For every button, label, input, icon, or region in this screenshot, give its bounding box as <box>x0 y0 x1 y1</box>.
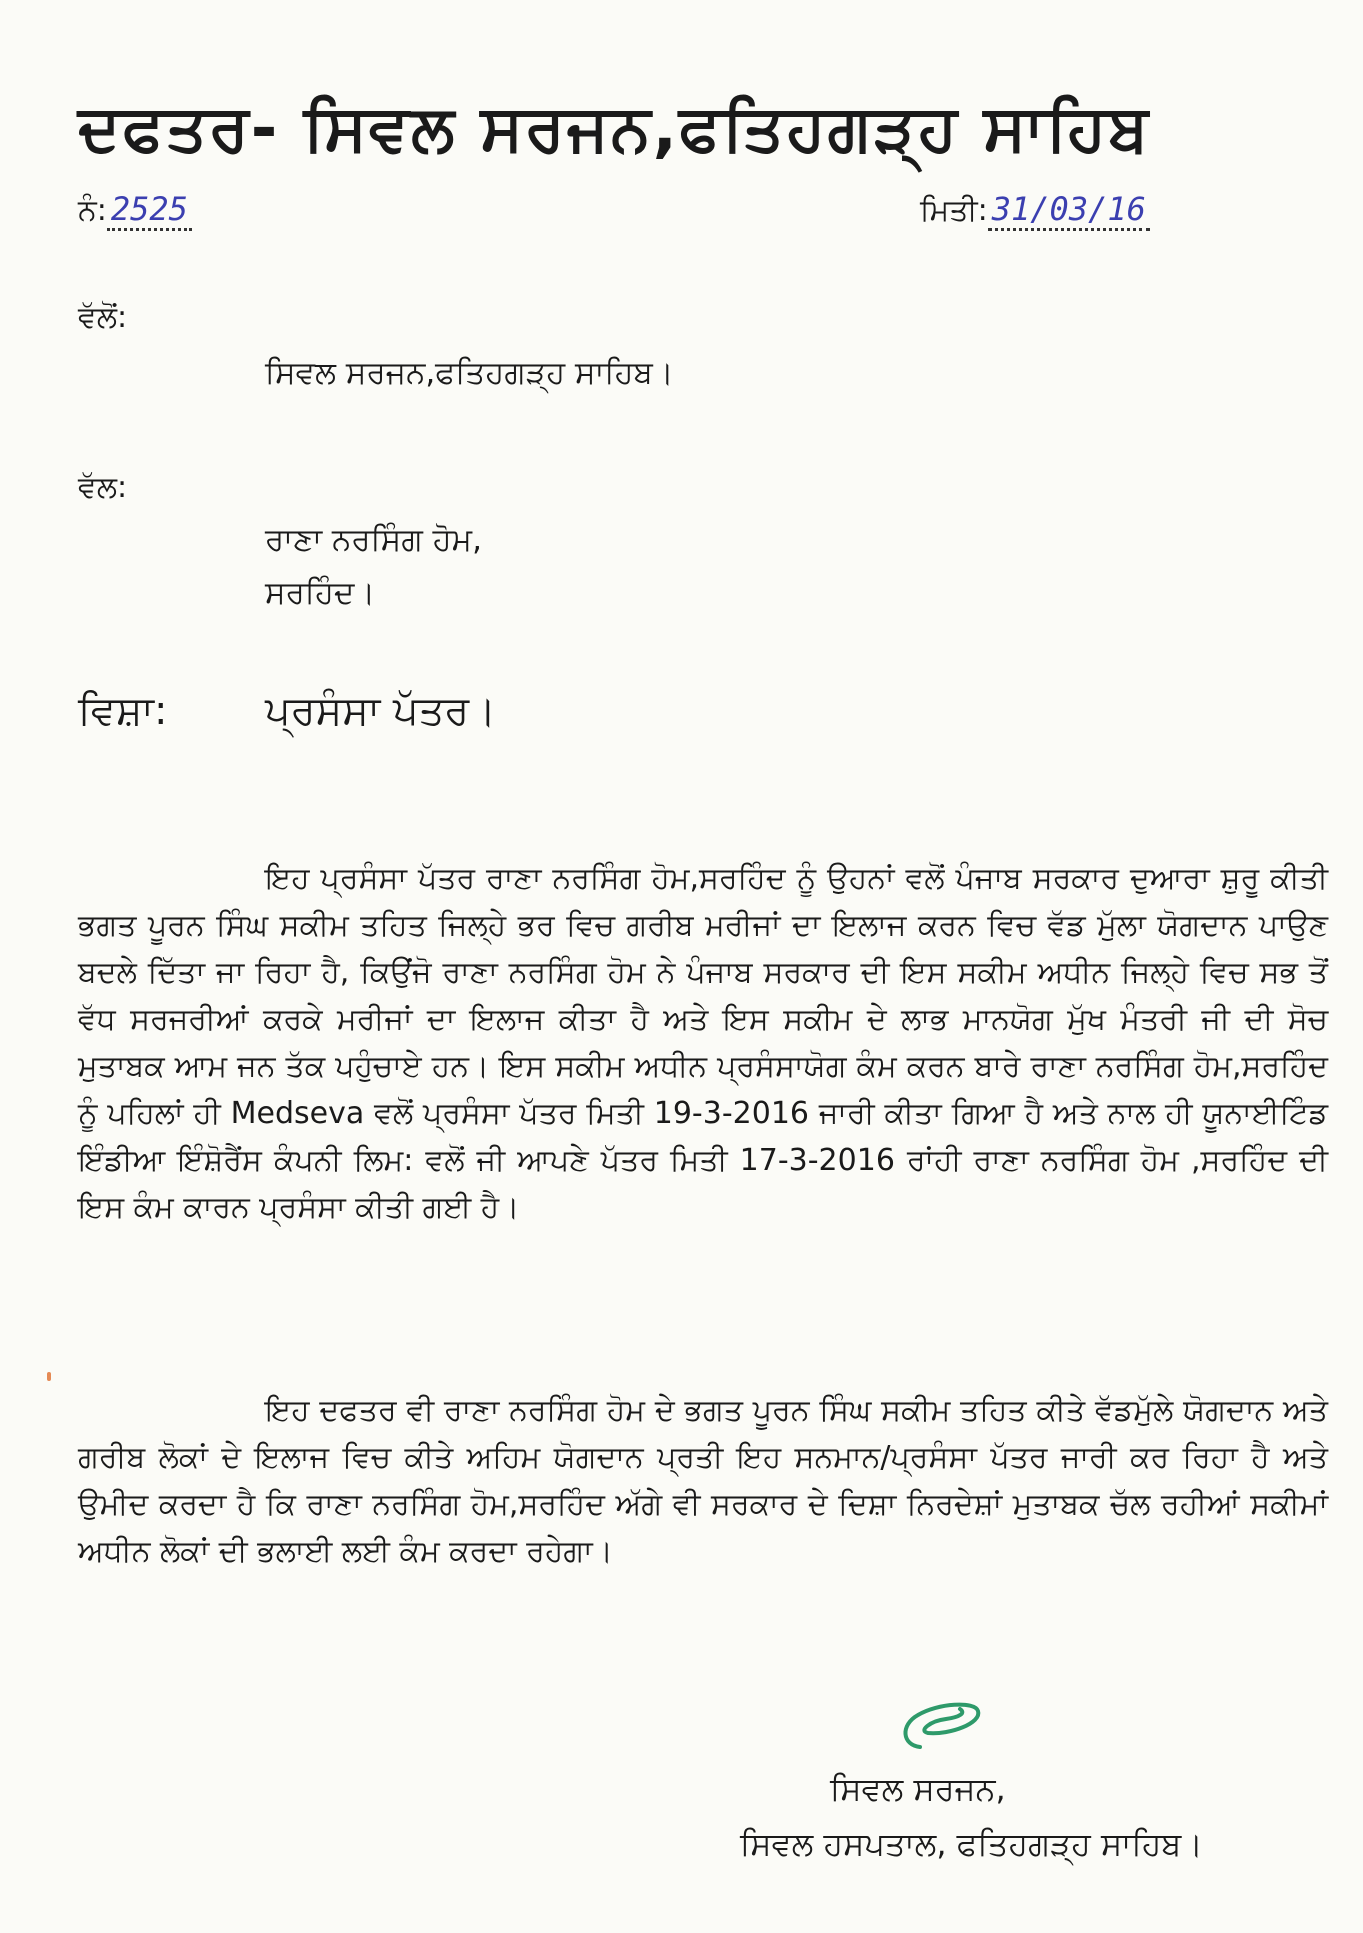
body-paragraph-2: ਇਹ ਦਫਤਰ ਵੀ ਰਾਣਾ ਨਰਸਿੰਗ ਹੋਮ ਦੇ ਭਗਤ ਪੂਰਨ ਸਿੰਘ ਸਕੀਮ ਤਹਿਤ ਕੀਤੇ ਵੱਡਮੁੱਲੇ ਯੋਗਦਾਨ ਅਤੇ ਗਰੀਬ ਲੋਕਾਂ ਦੇ ਇਲਾਜ ਵਿਚ ਕੀਤੇ ਅਹਿਮ ਯੋਗਦਾਨ ਪ੍ਰਤੀ ਇਹ ਸਨਮਾਨ/ਪ੍ਰਸੰਸਾ ਪੱਤਰ ਜਾਰੀ ਕਰ ਰਿਹਾ ਹੈ ਅਤੇ ਉਮੀਦ ਕਰਦਾ ਹੈ ਕਿ ਰਾਣਾ ਨਰਸਿੰਗ ਹੋਮ,ਸਰਹਿੰਦ ਅੱਗੇ ਵੀ ਸਰਕਾਰ ਦੇ ਦਿਸ਼ਾ ਨਿਰਦੇਸ਼ਾਂ ਮੁਤਾਬਕ ਚੱਲ ਰਹੀਆਂ ਸਕੀਮਾਂ ਅਧੀਨ ਲੋਕਾਂ ਦੀ ਭਲਾਈ ਲਈ ਕੰਮ ਕਰਦਾ ਰਹੇਗਾ। <box>78 1393 1328 1569</box>
number-label: ਨੰ: <box>78 193 107 228</box>
signatory-title: ਸਿਵਲ ਸਰਜਨ, <box>830 1770 1006 1808</box>
from-address: ਸਿਵਲ ਸਰਜਨ,ਫਤਿਹਗੜ੍ਹ ਸਾਹਿਬ। <box>265 355 674 391</box>
to-address-line1: ਰਾਣਾ ਨਰਸਿੰਗ ਹੋਮ, <box>265 522 482 558</box>
reference-date <box>920 190 1150 228</box>
subject-value: ਪ੍ਰਸੰਸਾ ਪੱਤਰ। <box>265 688 497 734</box>
ink-speck <box>47 1372 51 1381</box>
signature-mark <box>890 1695 990 1755</box>
subject-label: ਵਿਸ਼ਾ: <box>78 688 168 734</box>
from-label: ਵੱਲੋਂ: <box>78 300 128 335</box>
date-value: 31/03/16 <box>988 190 1150 231</box>
date-label: ਮਿਤੀ: <box>920 193 988 228</box>
letterhead-title: ਦਫਤਰ- ਸਿਵਲ ਸਰਜਨ,ਫਤਿਹਗੜ੍ਹ ਸਾਹਿਬ <box>78 92 1151 166</box>
to-label: ਵੱਲ: <box>78 470 128 505</box>
body-paragraph-1: ਇਹ ਪ੍ਰਸੰਸਾ ਪੱਤਰ ਰਾਣਾ ਨਰਸਿੰਗ ਹੋਮ,ਸਰਹਿੰਦ ਨੂੰ ਉਹਨਾਂ ਵਲੋਂ ਪੰਜਾਬ ਸਰਕਾਰ ਦੁਆਰਾ ਸ਼ੁਰੂ ਕੀਤੀ ਭਗਤ ਪੂਰਨ ਸਿੰਘ ਸਕੀਮ ਤਹਿਤ ਜਿਲ੍ਹੇ ਭਰ ਵਿਚ ਗਰੀਬ ਮਰੀਜਾਂ ਦਾ ਇਲਾਜ ਕਰਨ ਵਿਚ ਵੱਡ ਮੁੱਲਾ ਯੋਗਦਾਨ ਪਾਉਣ ਬਦਲੇ ਦਿੱਤਾ ਜਾ ਰਿਹਾ ਹੈ, ਕਿਉਂਜੋ ਰਾਣਾ ਨਰਸਿੰਗ ਹੋਮ ਨੇ ਪੰਜਾਬ ਸਰਕਾਰ ਦੀ ਇਸ ਸਕੀਮ ਅਧੀਨ ਜਿਲ੍ਹੇ ਵਿਚ ਸਭ ਤੋਂ ਵੱਧ ਸਰਜਰੀਆਂ ਕਰਕੇ ਮਰੀਜਾਂ ਦਾ ਇਲਾਜ ਕੀਤਾ ਹੈ ਅਤੇ ਇਸ ਸਕੀਮ ਦੇ ਲਾਭ ਮਾਨਯੋਗ ਮੁੱਖ ਮੰਤਰੀ ਜੀ ਦੀ ਸੋਚ ਮੁਤਾਬਕ ਆਮ ਜਨ ਤੱਕ ਪਹੁੰਚਾਏ ਹਨ। ਇਸ ਸਕੀਮ ਅਧੀਨ ਪ੍ਰਸੰਸਾਯੋਗ ਕੰਮ ਕਰਨ ਬਾਰੇ ਰਾਣਾ ਨਰਸਿੰਗ ਹੋਮ,ਸਰਹਿੰਦ ਨੂੰ ਪਹਿਲਾਂ ਹੀ Medseva ਵਲੋਂ ਪ੍ਰਸੰਸਾ ਪੱਤਰ ਮਿਤੀ 19-3-2016 ਜਾਰੀ ਕੀਤਾ ਗਿਆ ਹੈ ਅਤੇ ਨਾਲ ਹੀ ਯੂਨਾਈਟਿੰਡ ਇੰਡੀਆ ਇੰਸ਼ੋਰੈਂਸ ਕੰਪਨੀ ਲਿਮ: ਵਲੋਂ ਜੀ ਆਪਣੇ ਪੱਤਰ ਮਿਤੀ 17-3-2016 ਰਾਂਹੀ ਰਾਣਾ ਨਰਸਿੰਗ ਹੋਮ ,ਸਰਹਿੰਦ ਦੀ ਇਸ ਕੰਮ ਕਾਰਨ ਪ੍ਰਸੰਸਾ ਕੀਤੀ ਗਈ ਹੈ। <box>78 861 1329 1225</box>
signatory-office: ਸਿਵਲ ਹਸਪਤਾਲ, ਫਤਿਹਗੜ੍ਹ ਸਾਹਿਬ। <box>740 1825 1203 1863</box>
to-address-line2: ਸਰਹਿੰਦ। <box>265 575 376 611</box>
reference-number <box>78 190 192 228</box>
number-value: 2525 <box>107 190 192 231</box>
